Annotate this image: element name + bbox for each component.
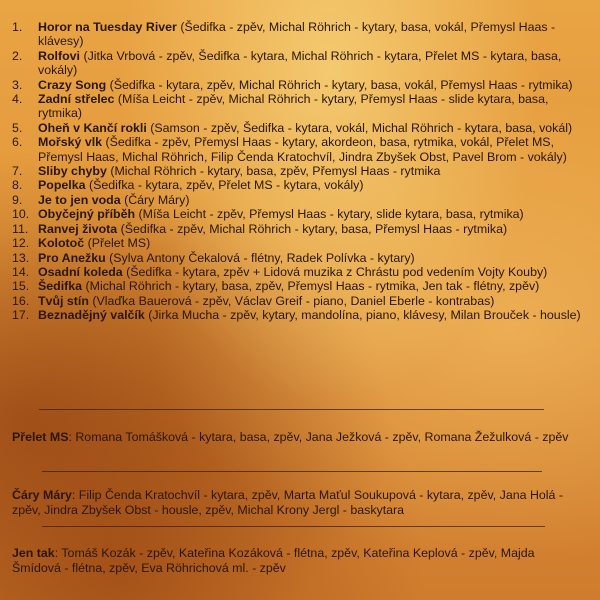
track-item	[8, 279, 593, 293]
track-number: 12.	[12, 236, 30, 251]
track-item	[8, 49, 593, 78]
track-number: 13.	[12, 250, 30, 265]
track-number: 9.	[12, 192, 23, 207]
divider-line	[42, 471, 542, 472]
track-item	[8, 135, 593, 164]
track-credits: (Šedifka - zpěv, Přemysl Haas - kytary, akordeon, basa, rytmika, vokál, Přelet MS, Přemysl Haas, Michal Röhrich, Filip Čenda Kratochvíl, Jindra Zbyšek Obst, Pavel Brom - vokály)	[38, 135, 567, 164]
track-item	[8, 236, 593, 250]
track-number: 1.	[12, 20, 23, 34]
track-number: 14.	[12, 264, 30, 279]
track-credits: (Přelet MS)	[84, 236, 151, 251]
track-number: 10.	[12, 207, 30, 222]
track-item	[8, 121, 593, 135]
track-number: 5.	[12, 120, 23, 135]
band-credit-prelet-ms	[12, 430, 582, 445]
track-credits: (Šedifka - kytara, zpěv, Přelet MS - kytara, vokály)	[85, 178, 364, 193]
track-item	[8, 92, 593, 121]
track-number: 17.	[12, 308, 30, 323]
track-title: Je to jen voda	[38, 192, 121, 207]
track-credits: (Šedifka - zpěv, Michal Röhrich - kytary, basa, Přemysl Haas - rytmika)	[117, 221, 508, 236]
track-number: 11.	[12, 221, 29, 236]
track-credits: (Jitka Vrbová - zpěv, Šedifka - kytara, Michal Röhrich - kytara, Přelet MS - kytara, basa, vokály)	[38, 48, 562, 78]
tracklist	[8, 20, 593, 323]
track-title: Rolfovi	[38, 48, 80, 63]
track-item	[8, 178, 593, 192]
track-credits: (Sylva Antony Čekalová - flétny, Radek Polívka - kytary)	[105, 250, 415, 265]
track-number: 8.	[12, 178, 23, 193]
track-credits: (Vlaďka Bauerová - zpěv, Václav Greif - piano, Daniel Eberle - kontrabas)	[88, 293, 495, 308]
track-number: 15.	[12, 279, 30, 294]
track-title: Kolotoč	[38, 236, 85, 251]
track-credits: (Míša Leicht - zpěv, Michal Röhrich - kytary, Přemysl Haas - slide kytara, basa, rytmika)	[38, 92, 549, 121]
track-title: Popelka	[38, 178, 86, 193]
track-credits: (Čáry Máry)	[120, 192, 190, 207]
track-item	[8, 222, 593, 236]
track-title: Pro Anežku	[38, 250, 106, 265]
band-members: : Tomáš Kozák - zpěv, Kateřina Kozáková - flétna, zpěv, Kateřina Keplová - zpěv, Majda Šmídová - flétna, zpěv, Eva Röhrichová ml. - zpěv	[12, 546, 535, 575]
track-title: Sliby chyby	[38, 164, 107, 179]
track-title: Ranvej života	[38, 221, 118, 236]
track-number: 6.	[12, 135, 23, 150]
track-title: Tvůj stín	[38, 293, 89, 308]
track-number: 16.	[12, 293, 30, 308]
track-item	[8, 207, 593, 221]
track-title: Beznadějný valčík	[38, 308, 145, 323]
track-title: Zadní střelec	[38, 92, 115, 107]
track-credits: (Šedifka - kytara, zpěv + Lidová muzika z Chrástu pod vedením Vojty Kouby)	[122, 264, 548, 279]
track-item	[8, 251, 593, 265]
track-credits: (Míša Leicht - zpěv, Přemysl Haas - kytary, slide kytara, basa, rytmika)	[135, 207, 524, 222]
track-title: Osadní koleda	[38, 264, 123, 279]
track-number: 7.	[12, 164, 23, 179]
divider-line	[39, 409, 544, 410]
track-item	[8, 20, 593, 49]
band-credit-cary-mary	[12, 488, 582, 517]
track-credits: (Šedifka - zpěv, Michal Röhrich - kytary, basa, vokál, Přemysl Haas - klávesy)	[38, 20, 556, 49]
track-title: Šedifka	[38, 279, 83, 294]
track-item	[8, 193, 593, 207]
track-title: Crazy Song	[38, 77, 107, 92]
track-credits: (Šedifka - kytara, zpěv, Michal Röhrich - kytary, basa, vokál, Přemysl Haas - rytmika)	[106, 77, 573, 92]
track-title: Obyčejný příběh	[38, 207, 136, 222]
track-credits: (Michal Röhrich - kytary, basa, zpěv, Přemysl Haas - rytmika, Jen tak - flétny, zpěv)	[82, 279, 540, 294]
band-name: Jen tak	[12, 546, 55, 560]
track-item	[8, 308, 593, 322]
track-item	[8, 164, 593, 178]
track-item	[8, 78, 593, 92]
track-number: 2.	[12, 48, 23, 63]
track-credits: (Jirka Mucha - zpěv, kytary, mandolína, piano, klávesy, Milan Brouček - housle)	[144, 308, 581, 323]
track-credits: (Michal Röhrich - kytary, basa, zpěv, Přemysl Haas - rytmika	[106, 164, 441, 179]
band-members: : Filip Čenda Kratochvíl - kytara, zpěv, Marta Maťul Soukupová - kytara, zpěv, Jana Holá - zpěv, Jindra Zbyšek Obst - housle, zpěv, Michal Krony Jergl - baskytara	[12, 488, 563, 517]
track-number: 3.	[12, 77, 23, 92]
track-title: Mořský vlk	[38, 135, 103, 150]
track-item	[8, 265, 593, 279]
band-name: Čáry Máry	[12, 488, 72, 502]
band-credit-jen-tak	[12, 546, 582, 575]
divider-line	[42, 526, 545, 527]
track-title: Horor na Tuesday River	[38, 20, 177, 34]
track-item	[8, 294, 593, 308]
track-number: 4.	[12, 92, 23, 107]
band-name: Přelet MS	[12, 430, 69, 444]
track-credits: (Samson - zpěv, Šedifka - kytara, vokál, Michal Röhrich - kytara, basa, vokál)	[146, 120, 573, 135]
track-title: Oheň v Kančí rokli	[38, 120, 147, 135]
band-members: : Romana Tomášková - kytara, basa, zpěv, Jana Ježková - zpěv, Romana Žežulková - zpěv	[68, 430, 569, 444]
